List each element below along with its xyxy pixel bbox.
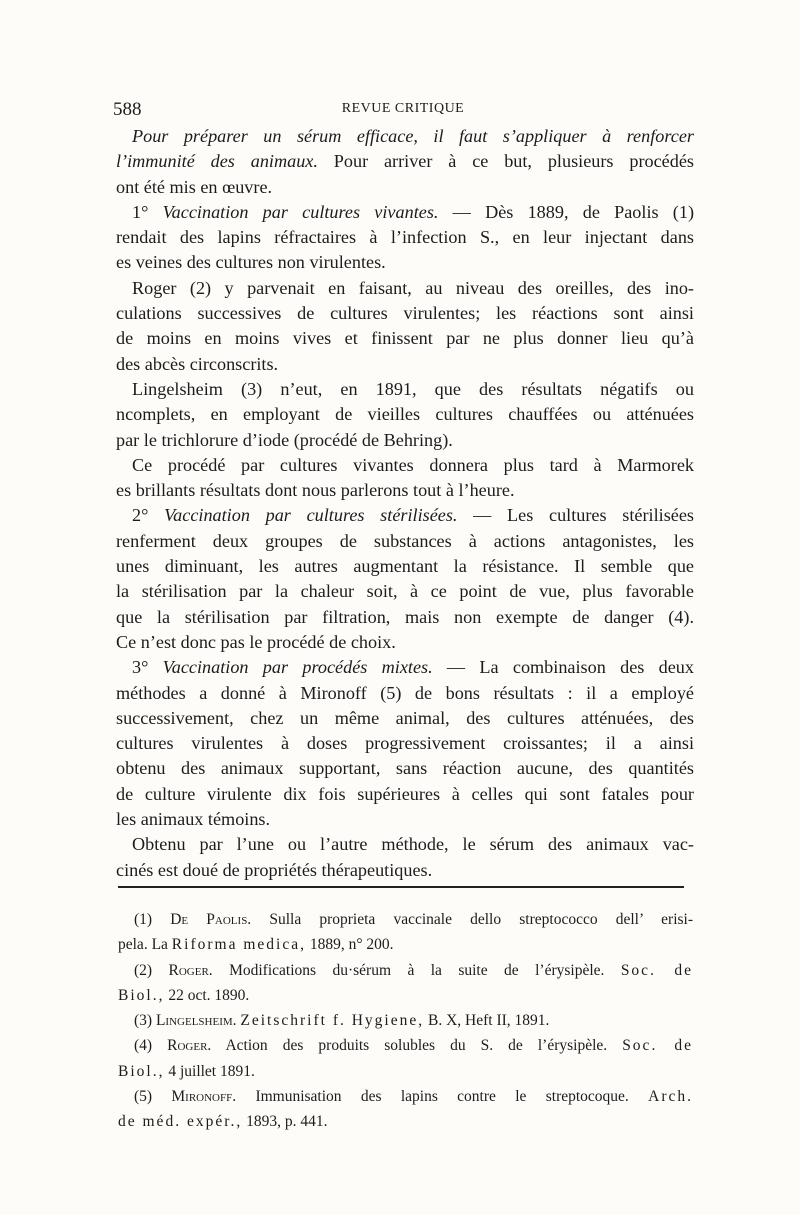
text-line: Pour préparer un sérum efficace, il faut s’appliquer à renforcer <box>132 126 694 146</box>
section-heading: Vaccination par cultures stérilisées. <box>164 505 458 526</box>
text-span: — La combinaison des deux <box>432 657 694 678</box>
journal-title: Arch. <box>648 1088 693 1106</box>
text-line: les animaux témoins. <box>116 809 271 830</box>
text-line: cinés est doué de propriétés thérapeutiques. <box>116 859 433 880</box>
text-line: successivement, chez un même animal, des cultures atténuées, des <box>116 707 694 728</box>
journal-title: de méd. expér., <box>118 1113 243 1131</box>
footnote-author: Roger. <box>168 961 213 979</box>
text-span: 1893, p. 441. <box>242 1113 328 1131</box>
journal-title: Biol., <box>118 986 165 1004</box>
text-span: 2° <box>132 505 165 526</box>
text-span: Immunisation des lapins contre le streptocoque. <box>236 1088 649 1106</box>
footnote-line <box>118 1085 693 1110</box>
text-span: — Les cultures stérilisées <box>457 505 694 526</box>
footnote-line <box>118 1110 693 1135</box>
text-line <box>116 503 694 528</box>
text-line: Lingelsheim (3) n’eut, en 1891, que des résultats négatifs ou <box>132 378 694 399</box>
text-line: Roger (2) y parvenait en faisant, au niveau des oreilles, des ino- <box>132 277 694 298</box>
text-line: méthodes a donné à Mironoff (5) de bons résultats : il a employé <box>116 682 694 703</box>
text-line <box>116 200 694 225</box>
footnote-line <box>118 1034 693 1059</box>
footnote-number: (2) <box>134 961 169 979</box>
journal-title: Soc. de <box>620 961 693 979</box>
text-line: des abcès circonscrits. <box>116 353 279 374</box>
journal-title: Zeitschrift f. Hygiene, <box>240 1012 425 1030</box>
text-line: de culture virulente dix fois supérieures à celles qui sont fatales pour <box>116 783 694 804</box>
footnote-line <box>118 959 693 984</box>
journal-title: Biol., <box>118 1062 165 1080</box>
page-number: 588 <box>113 99 142 120</box>
section-heading: Vaccination par cultures vivantes. <box>162 201 439 222</box>
footnote-line <box>118 908 693 933</box>
section-heading: Vaccination par procédés mixtes. <box>162 657 433 678</box>
footnote-line <box>118 1009 693 1034</box>
text-span: 1° <box>132 201 163 222</box>
text-line: de moins en moins vives et finissent par ne plus donner lieu qu’à <box>116 328 694 349</box>
text-line <box>116 655 694 680</box>
text-line <box>116 149 694 174</box>
footnote-line <box>118 933 693 958</box>
text-span: B. X, Heft II, 1891. <box>424 1012 550 1030</box>
text-line: culations successives de cultures virulentes; les réactions sont ainsi <box>116 303 694 324</box>
text-line: par le trichlorure d’iode (procédé de Behring). <box>116 429 453 450</box>
footnote-number: (3) <box>134 1012 156 1030</box>
footnotes <box>118 908 693 1136</box>
text-line: que la stérilisation par filtration, mais non exempte de danger (4). <box>116 606 694 627</box>
footnote-number: (1) <box>134 911 171 928</box>
text-span: 3° <box>132 657 163 678</box>
text-line: ncomplets, en employant de vieilles cultures chauffées ou atténuées <box>116 404 694 425</box>
text-line: ont été mis en œuvre. <box>116 176 273 197</box>
footnote-number: (4) <box>134 1037 168 1055</box>
text-span: pela. La <box>118 936 172 954</box>
footnote-author: Mironoff. <box>171 1088 237 1106</box>
text-span: Sulla proprieta vaccinale dello streptococco dell’ erisi- <box>251 911 693 928</box>
text-span: l’immunité des animaux. <box>116 151 318 172</box>
text-line: es brillants résultats dont nous parlerons tout à l’heure. <box>116 480 515 501</box>
text-line: cultures virulentes à doses progressivement croissantes; il a ainsi <box>116 733 694 754</box>
text-line: es veines des cultures non virulentes. <box>116 252 386 273</box>
text-span: Modifications du·sérum à la suite de l’érysipèle. <box>212 961 621 979</box>
text-span: Pour arriver à ce but, plusieurs procédés <box>317 151 694 172</box>
journal-title: Soc. de <box>622 1037 693 1055</box>
text-line: unes diminuant, les autres augmentant la résistance. Il semble que <box>116 556 694 577</box>
footnote-author: De Paolis. <box>170 911 252 928</box>
text-line: Ce n’est donc pas le procédé de choix. <box>116 631 396 652</box>
text-span: Action des produits solubles du S. de l’érysipèle. <box>211 1037 623 1055</box>
text-span: 4 juillet 1891. <box>164 1062 255 1080</box>
text-span: — Dès 1889, de Paolis (1) <box>438 201 694 222</box>
footnote-line <box>118 1060 693 1085</box>
running-title: REVUE CRITIQUE <box>341 101 465 116</box>
text-line: renferment deux groupes de substances à actions antagonistes, les <box>116 530 694 551</box>
page-header <box>113 99 693 123</box>
journal-title: Riforma medica, <box>171 936 306 954</box>
footnote-number: (5) <box>134 1088 172 1106</box>
text-span: 1889, n° 200. <box>305 936 394 954</box>
text-line: Ce procédé par cultures vivantes donnera plus tard à Marmorek <box>132 454 694 475</box>
text-line: rendait des lapins réfractaires à l’infection S., en leur injectant dans <box>116 227 694 248</box>
text-line: obtenu des animaux supportant, sans réaction aucune, des quantités <box>116 758 694 779</box>
footnote-divider <box>118 886 684 888</box>
text-line: la stérilisation par la chaleur soit, à ce point de vue, plus favorable <box>116 581 694 602</box>
footnote-author: Lingelsheim. <box>155 1012 237 1030</box>
text-line: Obtenu par l’une ou l’autre méthode, le sérum des animaux vac- <box>132 834 694 855</box>
text-span: 22 oct. 1890. <box>164 986 250 1004</box>
footnote-author: Roger. <box>167 1037 212 1055</box>
footnote-line <box>118 984 693 1009</box>
body-text <box>116 124 694 883</box>
